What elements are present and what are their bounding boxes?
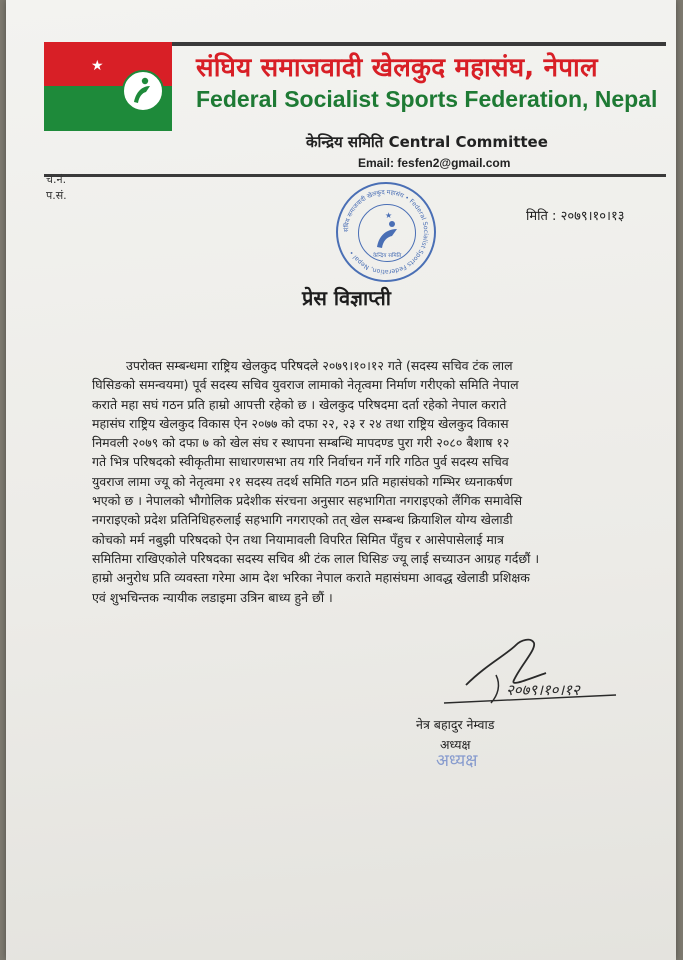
svg-text:केन्द्रिय समिति: केन्द्रिय समिति <box>373 253 402 259</box>
press-release-heading: प्रेस विज्ञाप्ती <box>302 286 391 310</box>
signatory-title: अध्यक्ष <box>440 737 471 752</box>
body-line: युवराज लामा ज्यू को नेतृत्वमा २१ सदस्य तदर्थ समिति गठन प्रति महासंघको गम्भिर ध्यनाकर्षण <box>92 473 513 489</box>
header-bottom-rule <box>44 174 666 177</box>
body-line: हाम्रो अनुरोध प्रति व्यवस्ता गरेमा आम देश भरिका नेपाल कराते महासंघमा आवद्ध खेलाडी प्रशिक्षक <box>92 570 530 586</box>
body-line: एवं शुभचिन्तक न्यायीक लडाइमा उत्रिन बाध्य हुने छौं । <box>92 589 333 605</box>
committee-label: केन्द्रिय समिति Central Committee <box>306 133 548 151</box>
body-line: गते भित्र परिषदको स्वीकृतीमा साधारणसभा तय गरि निर्वाचन गर्ने गरि गठित पुर्व सदस्य सचिव <box>92 454 509 470</box>
federation-name-nepali: संघिय समाजवादी खेलकुद महासंघ, नेपाल <box>196 53 598 83</box>
body-line: महासंघ राष्ट्रिय खेलकुद विकास ऐन २०७७ को दफा २२, २३ र २४ तथा राष्ट्रिय खेलकुद विकास <box>92 415 509 431</box>
dispatch-number-label: प.सं. <box>46 189 67 202</box>
body-line: घिसिङको समन्वयमा) पूर्व सदस्य सचिव युवराज लामाको नेतृत्वमा निर्माण गरीएको समिति नेपाल <box>92 377 519 393</box>
athlete-emblem-icon <box>122 70 164 112</box>
letter-page <box>6 0 676 960</box>
federation-flag-logo <box>44 42 172 131</box>
federation-name-english: Federal Socialist Sports Federation, Nepal <box>196 86 658 112</box>
letter-number-label: च.नं. <box>46 173 67 186</box>
body-line: निमवली २०७९ को दफा ७ को खेल संघ र स्थापना सम्बन्धि मापदण्ड पुरा गरी २०८० बैशाष १२ <box>92 435 510 451</box>
body-line: नगराइएको प्रदेश प्रतिनिधिहरुलाई सहभागि नगराएको तत् खेल सम्बन्ध क्रियाशिल योग्य खेलाडी <box>92 512 513 528</box>
body-line: कोचको मर्म नबुझी परिषदको ऐन तथा नियामावली विपरित सिमित पँहुच र आसेपासेलाई मात्र <box>92 531 504 547</box>
body-line: भएको छ । नेपालको भौगोलिक प्रदेशीक संरचना अनुसार सहभागिता नगराइएको लैंगिक समावेसि <box>92 493 523 509</box>
body-line: उपरोक्त सम्बन्धमा राष्ट्रिय खेलकुद परिषदले २०७९।१०।१२ गते (सदस्य सचिव टंक लाल <box>126 358 513 373</box>
svg-text:★: ★ <box>385 211 393 220</box>
svg-text:संघिय समाजवादी खेलकुद महासंघ •: संघिय समाजवादी खेलकुद महासंघ • Federal Socialist Sports Federation, Nepal • <box>342 188 430 276</box>
federation-seal <box>336 182 436 282</box>
body-line: समितिमा राखिएकोले परिषदका सदस्य सचिव श्री टंक लाल घिसिङ ज्यू लाई सच्याउन आग्रह गर्दछौं । <box>92 550 540 566</box>
star-icon: ★ <box>91 58 104 74</box>
signature-date: २०७९।१०।१२ <box>506 681 580 699</box>
signatory-title-stamp: अध्यक्ष <box>436 751 478 771</box>
seal-emblem-icon <box>359 205 415 261</box>
seal-inner-ring <box>358 204 416 262</box>
signatory-name: नेत्र बहादुर नेम्वाड <box>416 717 495 732</box>
handwritten-signature <box>436 625 626 715</box>
federation-email: Email: fesfen2@gmail.com <box>358 156 511 170</box>
body-line: कराते महा सघं गठन प्रति हाम्रो आपत्ती रहेको छ । खेलकुद परिषदमा दर्ता रहेको नेपाल कराते <box>92 396 507 412</box>
letter-date: मिति : २०७९।१०।१३ <box>526 209 625 224</box>
press-release-body <box>92 356 674 607</box>
